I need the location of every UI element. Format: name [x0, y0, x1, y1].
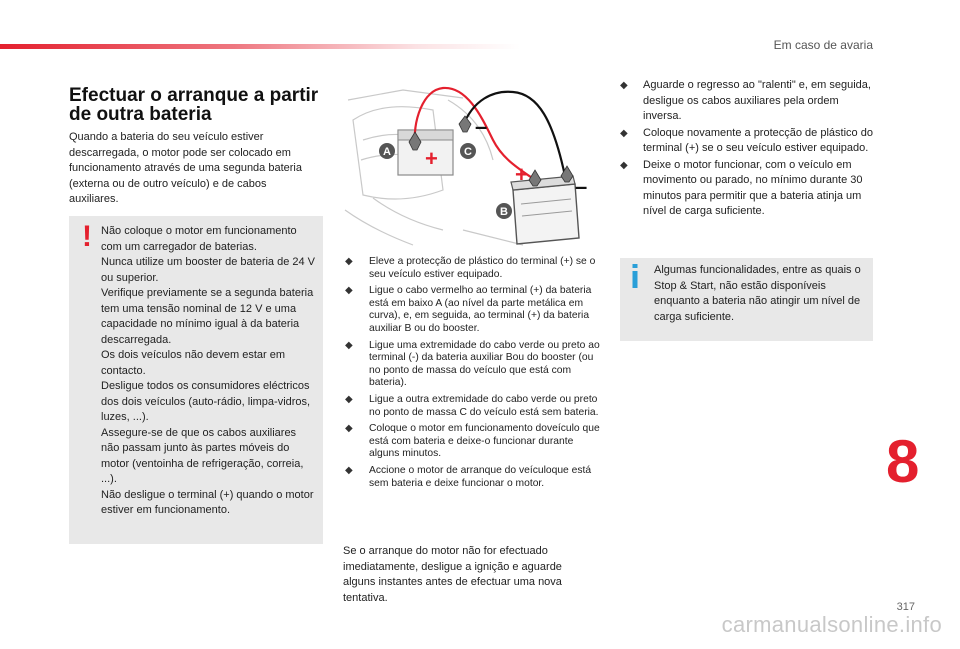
bullet-icon: ◆	[345, 393, 353, 405]
chapter-number: 8	[886, 428, 920, 495]
page-title: Efectuar o arranque a partir de outra bateria	[69, 85, 319, 125]
bullet-icon: ◆	[620, 127, 628, 139]
bullet-icon: ◆	[345, 339, 353, 351]
bullet-icon: ◆	[620, 80, 628, 91]
step-item	[620, 158, 878, 220]
info-text: Algumas funcionalidades, entre as quais o Stop & Start, não estão disponíveis enquanto a bateria não atingir um nível de carga suficiente.	[654, 264, 861, 323]
step-item	[343, 465, 601, 490]
step-item	[620, 78, 878, 125]
step-item	[620, 126, 878, 157]
watermark: carmanualsonline.info	[721, 612, 942, 637]
label-b: B	[500, 206, 508, 218]
bullet-icon: ◆	[345, 423, 353, 435]
step-text: Aguarde o regresso ao "ralenti" e, em seguida, desligue os cabos auxiliares pela ordem inversa.	[643, 79, 871, 122]
step-item	[343, 340, 601, 390]
bullet-icon: ◆	[345, 256, 353, 267]
info-icon	[632, 264, 638, 288]
step-item	[343, 394, 601, 419]
step-item	[343, 423, 601, 461]
step-text: Coloque o motor em funcionamento doveículo que está com bateria e deixe-o funcionar durante alguns minutos.	[369, 423, 600, 460]
warning-text: Não coloque o motor em funcionamento com um carregador de baterias. Nunca utilize um booster de bateria de 24 V ou superior. Verifique previamente se a segunda bateria tem uma tensão nominal de 12 V e uma capacidade no mínimo igual à da bateria descarregada. Os dois veículos não devem estar em contacto. Desligue todos os consumidores eléctricos dos dois veículos (auto-rádio, limpa-vidros, luzes, ...). Assegure-se de que os cabos auxiliares não passam junto às partes móveis do motor (ventoinha de refrigeração, correia, ...). Não desligue o terminal (+) quando o motor estiver em funcionamento.	[101, 225, 316, 516]
step-text: Eleve a protecção de plástico do terminal (+) se o seu veículo estiver equipado.	[369, 256, 596, 280]
warning-box	[69, 216, 323, 544]
intro-paragraph: Quando a bateria do seu veículo estiver descarregada, o motor pode ser colocado em funcionamento através de uma segunda bateria (externa ou de outro veículo) e de cabos auxiliares.	[69, 131, 302, 205]
bullet-icon: ◆	[620, 159, 628, 171]
step-item	[343, 256, 601, 281]
minus-sign-c: –	[475, 114, 488, 139]
section-label: Em caso de avaria	[773, 38, 873, 52]
bullet-icon: ◆	[345, 464, 353, 476]
step-text: Coloque novamente a protecção de plástico do terminal (+) se o seu veículo estiver equipado.	[643, 126, 873, 154]
warning-exclamation-icon: !	[82, 220, 92, 253]
info-box	[620, 258, 873, 341]
step-item	[343, 285, 601, 335]
step-text: Ligue a outra extremidade do cabo verde ou preto no ponto de massa C do veículo está sem bateria.	[369, 393, 599, 418]
minus-sign-b: –	[575, 174, 588, 199]
step-text: Deixe o motor funcionar, com o veículo em movimento ou parado, no mínimo durante 30 minutos para permitir que a bateria atinja um nível de carga suficiente.	[643, 158, 863, 217]
plus-sign-b: +	[515, 162, 528, 187]
plus-sign-a: +	[425, 146, 438, 171]
step-text: Ligue o cabo vermelho ao terminal (+) da bateria está em baixo A (ao nível da parte metálica em curva), e, em seguida, ao terminal (+) da bateria auxiliar B ou do booster.	[369, 285, 592, 334]
step-text: Ligue uma extremidade do cabo verde ou preto ao terminal (-) da bateria auxiliar Bou do booster (ou no ponto de massa do veículo que está com bateria).	[369, 339, 600, 389]
page-number: 317	[896, 601, 915, 613]
procedure-steps	[343, 256, 601, 494]
closing-paragraph: Se o arranque do motor não for efectuado imediatamente, desligue a ignição e aguarde alguns instantes antes de efectuar uma nova tentativa.	[343, 545, 562, 604]
label-a: A	[383, 146, 391, 158]
jump-start-illustration	[343, 80, 596, 252]
header-accent-bar	[0, 44, 520, 49]
after-start-steps	[620, 78, 878, 221]
step-text: Accione o motor de arranque do veículoque está sem bateria e deixe funcionar o motor.	[369, 464, 592, 489]
bullet-icon: ◆	[345, 285, 353, 297]
label-c: C	[464, 146, 472, 158]
